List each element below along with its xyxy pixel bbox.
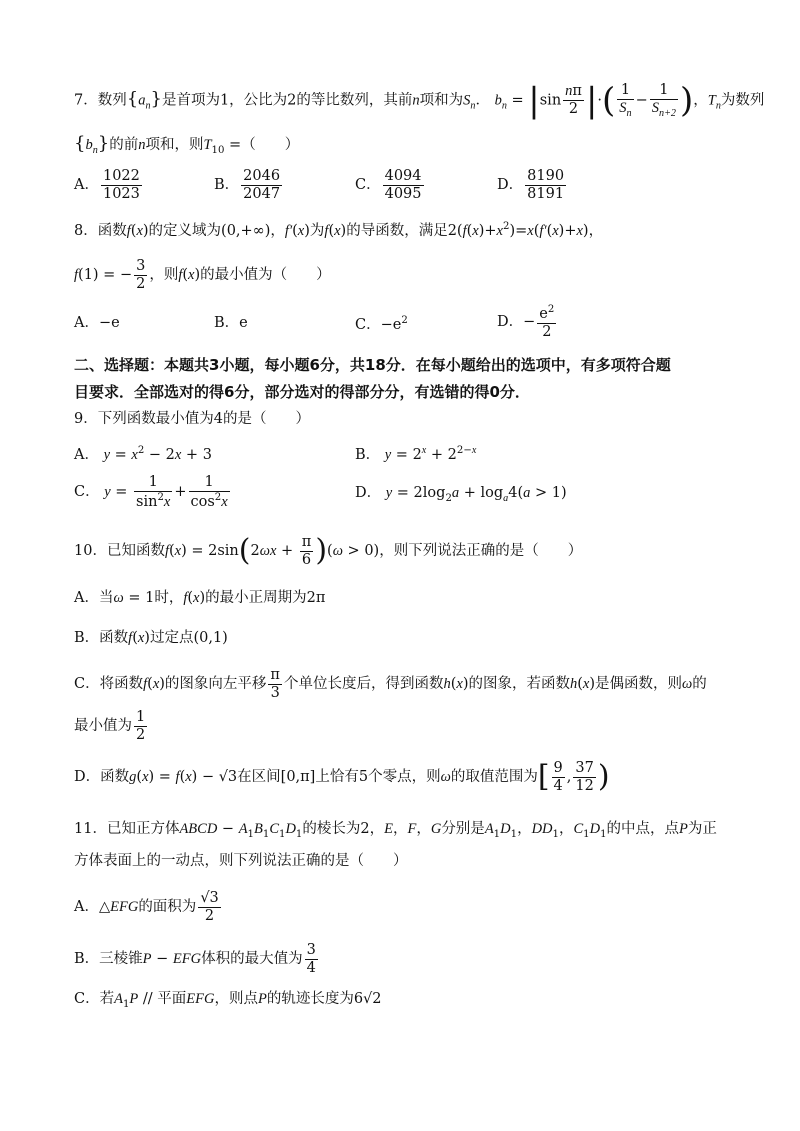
q8-option-a: A．−e (74, 315, 120, 331)
q8-line2: f(1) = − $\frac{3}{2}$ ，则f(x)的最小值为（ ） (74, 258, 331, 292)
q11-option-c: C．若$A_1P$ // 平面EFG，则点P的轨迹长度为6√2 (74, 991, 382, 1010)
q8-line1: 8．函数f(x)的定义域为(0,+∞)，f′(x)为f(x)的导函数，满足$2(f(x)+x^2)=x(f'(x)+x)$， (74, 221, 604, 239)
q11-option-a: A．△EFG的面积为 $\frac{√3}{2}$ (74, 890, 219, 924)
q7-line1: 7．数列$\{a_n\}$是首项为1，公比为2的等比数列，其前n项和为$S_n$． $b_n = |\sin$ $\frac{n\pi}{2}$ |·( $\frac{1}{S_n}$ − $\frac{1}{S_{n+2}}$ )，$T_n$为数列 (74, 80, 765, 121)
section2-heading-line2: 目要求．全部选对的得6分，部分选对的得部分分，有选错的得0分． (74, 383, 530, 401)
section2-heading-line1: 二、选择题：本题共3小题，每小题6分，共18分．在每小题给出的选项中，有多项符合题 (74, 356, 671, 374)
q9-option-b: B． $y = 2^x + 2^{2-x}$ (355, 445, 477, 463)
q9-option-d: D． $y = 2\log_2a + \log_a4(a > 1)$ (355, 485, 567, 504)
q10-option-c-line2: 最小值为 $\frac{1}{2}$ (74, 709, 146, 743)
q9-stem: 9．下列函数最小值为4的是（ ） (74, 411, 310, 427)
q7-option-c: C． $\frac{4094}{4095}$ (355, 168, 422, 202)
q10-stem: 10．已知函数f(x) = 2sin(2ωx + $\frac{\pi}{6}$ )(ω > 0)，则下列说法正确的是（ ） (74, 533, 583, 569)
q10-option-c-line1: C．将函数f(x)的图象向左平移 $\frac{\pi}{3}$ 个单位长度后，得到函数h(x)的图象，若函数h(x)是偶函数，则ω的 (74, 667, 707, 701)
q11-option-b: B．三棱锥P − EFG体积的最大值为 $\frac{3}{4}$ (74, 942, 316, 976)
q8-option-d: D．− $\frac{e^2}{2}$ (497, 304, 555, 340)
q9-option-a: A． $y = x^2 - 2x + 3$ (74, 445, 212, 463)
q8-option-b: B．e (214, 315, 248, 331)
q10-option-d: D．函数g(x) = f(x) − √3在区间[0,π]上恰有5个零点，则ω的取值范围为[ $\frac{9}{4}$ , $\frac{37}{12}$ ) (74, 759, 610, 795)
q10-option-a: A．当ω = 1时，f(x)的最小正周期为2π (74, 590, 326, 606)
q11-line1: 11．已知正方体ABCD − $A_1B_1C_1D_1$的棱长为2，E，F，G分别是$A_1D_1$，$DD_1$，$C_1D_1$的中点，点P为正 (74, 821, 717, 840)
q9-option-c: C． y = $\frac{1}{\sin^2x}$ + $\frac{1}{\cos^2x}$ (74, 474, 228, 510)
q10-option-b: B．函数f(x)过定点(0,1) (74, 630, 228, 646)
q7-option-a: A． $\frac{1022}{1023}$ (74, 168, 140, 202)
q7-option-d: D． $\frac{8190}{8191}$ (497, 168, 565, 202)
q7-line2: $\{b_n\}$的前n项和，则$T_{10}$ =（ ） (74, 133, 300, 156)
q11-line2: 方体表面上的一动点，则下列说法正确的是（ ） (74, 853, 408, 869)
q8-option-c: C．$-e^2$ (355, 315, 408, 333)
q7-option-b: B． $\frac{2046}{2047}$ (214, 168, 281, 202)
